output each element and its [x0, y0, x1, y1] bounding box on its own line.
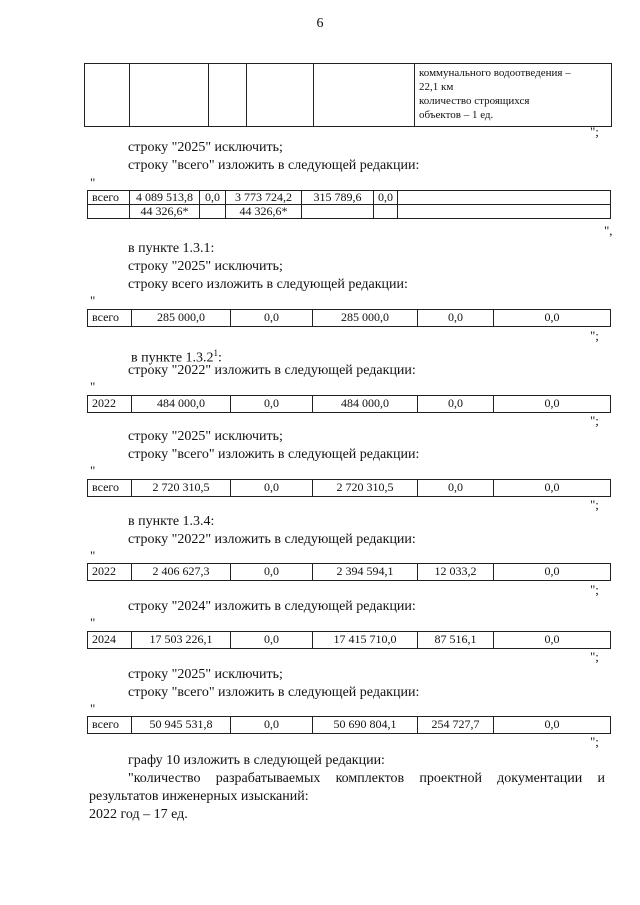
instruction-text: в пункте 1.3.2	[131, 350, 214, 366]
table-row	[88, 564, 611, 581]
opening-quote: "	[90, 615, 96, 630]
instruction-line: строку "2024" изложить в следующей редакции:	[128, 599, 416, 614]
table-cell: 50 690 804,1	[313, 717, 418, 734]
table-cell: 0,0	[231, 717, 313, 734]
table-row	[88, 480, 611, 497]
table-cell: 2022	[88, 564, 132, 581]
table-cell: всего	[88, 310, 132, 327]
table-row	[88, 632, 611, 649]
table-cell: 0,0	[494, 717, 611, 734]
table-cell: 4 089 513,8	[130, 191, 200, 205]
opening-quote: "	[90, 175, 96, 190]
item-134-2024-table	[87, 631, 611, 649]
instruction-line: строку "2025" исключить;	[128, 429, 283, 444]
superscript: 1	[213, 348, 219, 358]
table-cell	[209, 64, 247, 127]
table-cell: 17 415 710,0	[313, 632, 418, 649]
table-cell: 484 000,0	[132, 396, 231, 413]
instruction-line: в пункте 1.3.4:	[128, 514, 215, 529]
closing-quote: ";	[590, 649, 599, 664]
table-cell: всего	[88, 191, 130, 205]
table-cell: 2022	[88, 396, 132, 413]
table-cell: 44 326,6*	[226, 205, 302, 219]
instruction-line: строку "всего" изложить в следующей редакции:	[128, 158, 420, 173]
table-cell: 0,0	[374, 191, 398, 205]
table-cell: 0,0	[418, 480, 494, 497]
item-134-2022-table	[87, 563, 611, 581]
instruction-line: 2022 год – 17 ед.	[89, 807, 188, 822]
instruction-paragraph: "количество разрабатываемых комплектов проектной документации и результатов инженерных изысканий:	[89, 771, 605, 804]
table-cell: 484 000,0	[313, 396, 418, 413]
item-131-total-table	[87, 309, 611, 327]
opening-quote: "	[90, 548, 96, 563]
table-cell: 0,0	[494, 396, 611, 413]
table-cell	[302, 205, 374, 219]
table-cell	[398, 205, 611, 219]
table-cell: 285 000,0	[313, 310, 418, 327]
closing-quote: ",	[604, 223, 613, 238]
table-cell: 87 516,1	[418, 632, 494, 649]
table-cell: 0,0	[494, 564, 611, 581]
instruction-line: строку "2022" изложить в следующей редакции:	[128, 363, 416, 378]
table-row	[88, 717, 611, 734]
table-cell: всего	[88, 480, 132, 497]
table-cell: 0,0	[231, 564, 313, 581]
table-cell: 0,0	[494, 310, 611, 327]
table-cell: 44 326,6*	[130, 205, 200, 219]
continuation-table	[84, 63, 612, 127]
instruction-line: графу 10 изложить в следующей редакции:	[128, 753, 385, 768]
instruction-line: в пункте 1.3.1:	[128, 241, 215, 256]
table-cell: 2 720 310,5	[313, 480, 418, 497]
table-cell: всего	[88, 717, 132, 734]
table-cell: 0,0	[418, 396, 494, 413]
table-row	[88, 205, 611, 219]
table-cell: 2 406 627,3	[132, 564, 231, 581]
closing-quote: ";	[590, 497, 599, 512]
graph-10-text	[89, 770, 605, 806]
instruction-line: строку "2025" исключить;	[128, 140, 283, 155]
table-cell	[200, 205, 226, 219]
table-row	[88, 396, 611, 413]
cell-line: объектов – 1 ед.	[419, 109, 494, 121]
table-cell: 50 945 531,8	[132, 717, 231, 734]
table-cell: 2 720 310,5	[132, 480, 231, 497]
closing-quote: ";	[590, 582, 599, 597]
table-cell: 315 789,6	[302, 191, 374, 205]
table-cell: 2024	[88, 632, 132, 649]
closing-quote: ";	[590, 124, 599, 139]
table-cell	[314, 64, 415, 127]
table-cell	[88, 205, 130, 219]
table-cell: 254 727,7	[418, 717, 494, 734]
instruction-line: строку "2025" исключить;	[128, 259, 283, 274]
table-row	[85, 64, 612, 127]
table-cell: 0,0	[231, 480, 313, 497]
instruction-line: строку "всего" изложить в следующей редакции:	[128, 685, 420, 700]
item-134-total-table	[87, 716, 611, 734]
total-row-table	[87, 190, 611, 219]
table-cell	[374, 205, 398, 219]
opening-quote: "	[90, 463, 96, 478]
table-cell: 17 503 226,1	[132, 632, 231, 649]
closing-quote: ";	[590, 328, 599, 343]
table-row	[88, 191, 611, 205]
table-cell: 2 394 594,1	[313, 564, 418, 581]
page-number: 6	[316, 16, 324, 31]
table-cell	[130, 64, 209, 127]
opening-quote: "	[90, 293, 96, 308]
closing-quote: ";	[590, 413, 599, 428]
table-cell: 12 033,2	[418, 564, 494, 581]
table-cell: 0,0	[494, 480, 611, 497]
cell-line: коммунального водоотведения –	[419, 67, 571, 79]
instruction-line: строку "всего" изложить в следующей редакции:	[128, 447, 420, 462]
table-cell: 3 773 724,2	[226, 191, 302, 205]
table-cell: 285 000,0	[132, 310, 231, 327]
cell-line: количество строящихся	[419, 95, 530, 107]
table-cell: 0,0	[200, 191, 226, 205]
item-132-2022-table	[87, 395, 611, 413]
instruction-line: строку "2025" исключить;	[128, 667, 283, 682]
closing-quote: ";	[590, 734, 599, 749]
instruction-line: строку "2022" изложить в следующей редакции:	[128, 532, 416, 547]
opening-quote: "	[90, 379, 96, 394]
item-132-total-table	[87, 479, 611, 497]
instruction-text: :	[218, 350, 222, 366]
opening-quote: "	[90, 701, 96, 716]
table-cell: 0,0	[231, 310, 313, 327]
table-row	[88, 310, 611, 327]
table-cell	[85, 64, 130, 127]
table-cell: 0,0	[231, 632, 313, 649]
table-cell	[247, 64, 314, 127]
table-cell: 0,0	[494, 632, 611, 649]
cell-line: 22,1 км	[419, 81, 454, 93]
table-cell-description	[415, 64, 612, 127]
table-cell: 0,0	[231, 396, 313, 413]
table-cell	[398, 191, 611, 205]
instruction-line: строку всего изложить в следующей редакции:	[128, 277, 408, 292]
table-cell: 0,0	[418, 310, 494, 327]
